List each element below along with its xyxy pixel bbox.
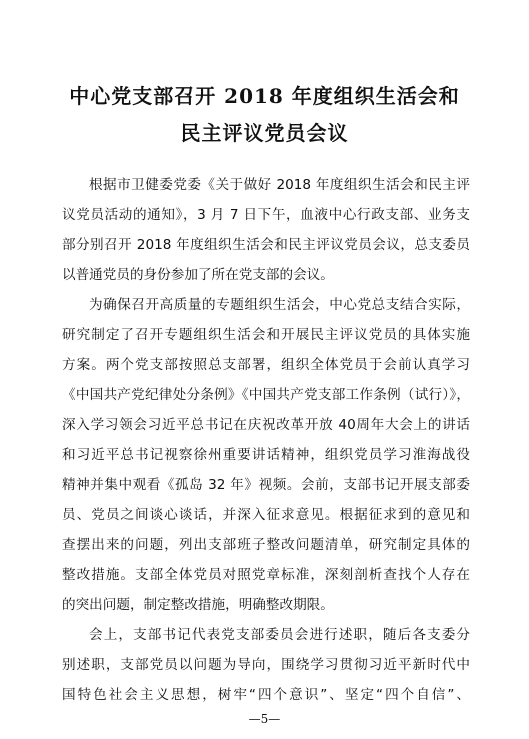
paragraph-2-line: 《中国共产党纪律处分条例》《中国共产党支部工作条例（试行）》， [62,387,470,403]
paragraph-1-line: 根据市卫健委党委《关于做好 2018 年度组织生活会和民主评 [89,177,470,193]
paragraph-2-line: 查摆出来的问题，列出支部班子整改问题清单，研究制定具体的 [62,537,470,553]
paragraph-1-line: 议党员活动的通知》，3 月 7 日下午，血液中心行政支部、业务支 [62,207,470,223]
page-number: —5— [248,712,281,726]
paragraph-2-line: 和习近平总书记视察徐州重要讲话精神，组织党员学习淮海战役 [62,447,470,463]
paragraph-3-line: 国特色社会主义思想，树牢“四个意识”、坚定“四个自信”、 [62,687,470,703]
paragraph-3-line: 别述职，支部党员以问题为导向，围绕学习贯彻习近平新时代中 [62,657,470,673]
paragraph-2-line: 方案。两个党支部按照总支部署，组织全体党员于会前认真学习 [62,357,470,373]
paragraph-2-line: 整改措施。支部全体党员对照党章标准，深刻剖析查找个人存在 [62,567,470,583]
paragraph-2-line: 深入学习领会习近平总书记在庆祝改革开放 40周年大会上的讲话 [62,417,470,433]
document-title-line-1: 中心党支部召开 2018 年度组织生活会和 [69,84,460,108]
paragraph-3-line: 会上，支部书记代表党支部委员会进行述职，随后各支委分 [89,627,470,643]
paragraph-1-line: 部分别召开 2018 年度组织生活会和民主评议党员会议，总支委员 [62,237,470,253]
paragraph-2-line: 精神并集中观看《孤岛 32 年》视频。会前，支部书记开展支部委 [62,477,470,493]
document-title-line-2: 民主评议党员会议 [180,121,349,145]
paragraph-2-line: 员、党员之间谈心谈话，并深入征求意见。根据征求到的意见和 [62,507,470,523]
paragraph-2-line: 研究制定了召开专题组织生活会和开展民主评议党员的具体实施 [62,327,470,343]
paragraph-2-line: 的突出问题，制定整改措施，明确整改期限。 [62,597,334,613]
paragraph-1-line: 以普通党员的身份参加了所在党支部的会议。 [62,267,334,283]
paragraph-2-line: 为确保召开高质量的专题组织生活会，中心党总支结合实际， [89,297,470,313]
